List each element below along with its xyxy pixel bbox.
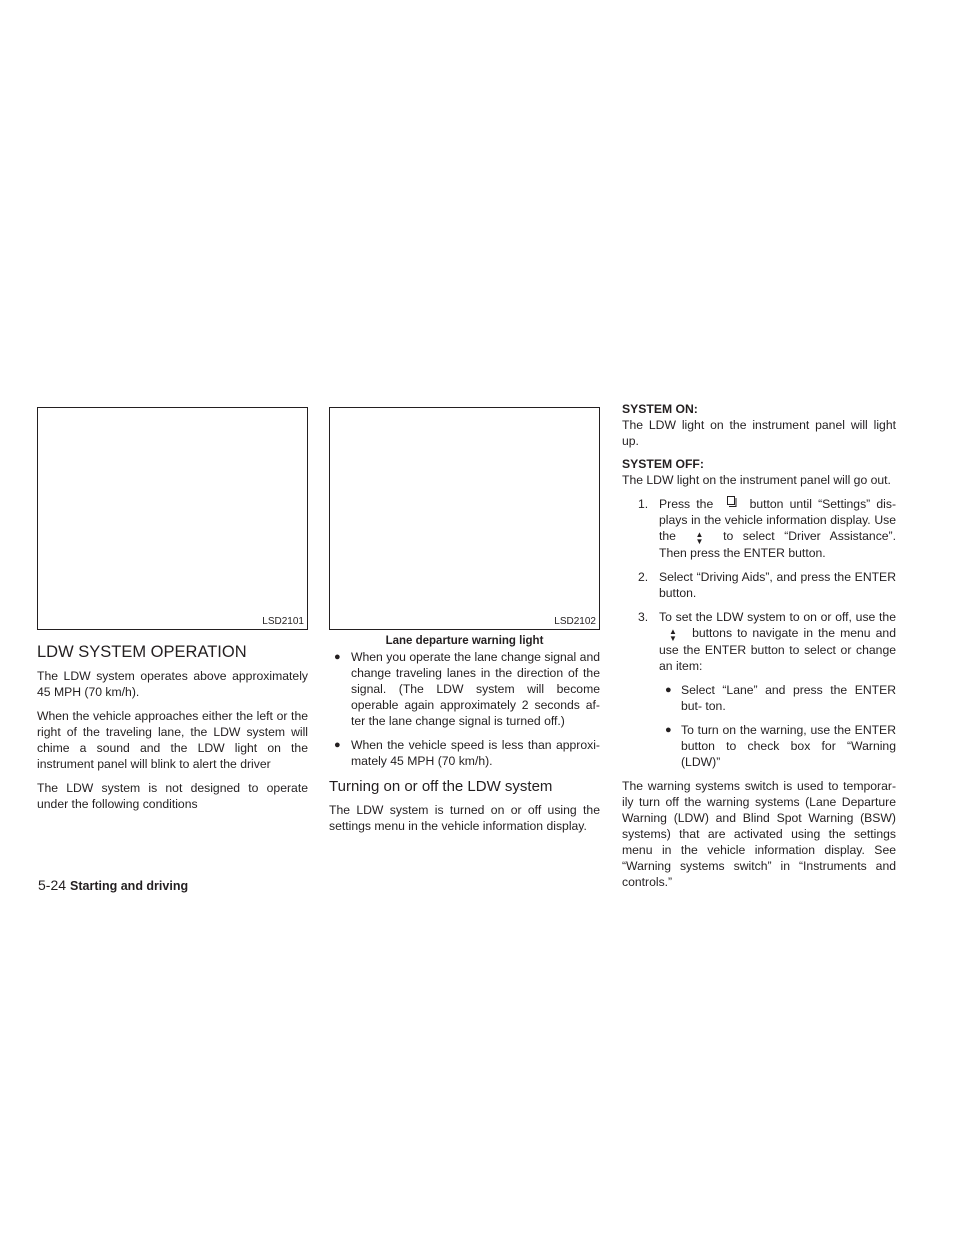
figure-code: LSD2102 [554,616,596,627]
system-off-label: SYSTEM OFF: [622,457,704,471]
bullet-item: ● When the vehicle speed is less than approxi- mately 45 MPH (70 km/h). [334,738,600,768]
step-3: 3. To set the LDW system to on or off, use the ▲ ▼ buttons to navigate in the menu and use the ENTER button to select or change an item: [638,610,896,673]
page-footer [38,876,188,895]
figure-lsd2101 [37,407,308,630]
figure-caption: Lane departure warning light [385,635,544,647]
paragraph: The LDW system is not designed to operate under the following conditions [37,781,308,811]
paragraph: The LDW system is turned on or off using the settings menu in the vehicle information display. [329,803,600,833]
bullet-icon: ● [334,739,341,751]
up-down-arrow-icon: ▲ ▼ [669,627,677,643]
figure-code: LSD2101 [262,616,304,627]
column-3 [622,402,896,898]
bullet-icon: ● [665,724,672,736]
paragraph: The warning systems switch is used to temporar- ily turn off the warning systems (Lane Departure Warning (LDW) and Blind Spot Warning (BSW) systems) that are activated using the settings menu in the vehicle information display. See “Warning systems switch” in “Instruments and controls.” [622,779,896,889]
menu-button-icon [719,496,743,511]
section-title: Starting and driving [70,879,189,893]
step-2: 2. Select “Driving Aids”, and press the ENTER button. [638,570,896,600]
paragraph: The LDW light on the instrument panel will go out. [622,473,891,487]
system-on-label: SYSTEM ON: [622,402,698,416]
paragraph: The LDW system operates above approximately 45 MPH (70 km/h). [37,669,308,699]
subheading: Turning on or off the LDW system [329,778,553,795]
paragraph: When the vehicle approaches either the left or the right of the traveling lane, the LDW system will chime a sound and the LDW light on the instrument panel will blink to alert the driver [37,709,308,771]
column-2 [329,400,600,842]
column-1 [37,400,308,820]
sub-bullet-item: ● To turn on the warning, use the ENTER button to check box for “Warning (LDW)” [665,723,896,769]
up-down-arrow-icon: ▲ ▼ [695,530,704,546]
figure-lsd2102 [329,407,600,630]
step-1: 1. Press the button until “Settings” dis- plays in the vehicle information display. Use the ▲ ▼ to select “Driver Assistance”. Then press the ENTER button. [638,497,897,560]
bullet-item: ● When you operate the lane change signal and change traveling lanes in the direction of the signal. (The LDW system will become operable again approximately 2 seconds af- ter the lane change signal is turned off.) [334,650,600,728]
bullet-icon: ● [665,684,672,696]
section-heading: LDW SYSTEM OPERATION [37,643,247,661]
sub-bullet-item: ● Select “Lane” and press the ENTER but- ton. [665,683,896,713]
paragraph: The LDW light on the instrument panel will light up. [622,418,896,448]
page-number: 5-24 [38,877,67,893]
bullet-icon: ● [334,651,341,663]
